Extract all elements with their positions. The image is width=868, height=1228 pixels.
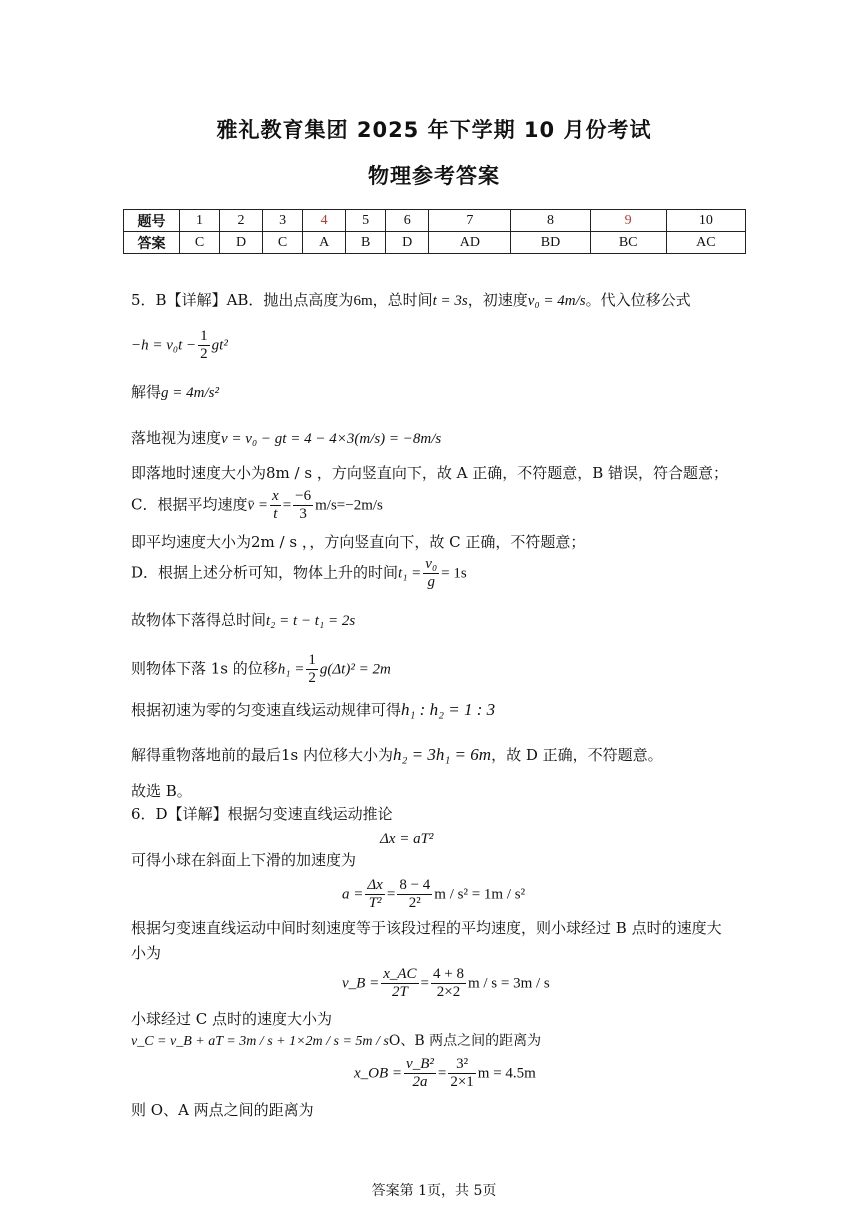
number-cell: 8	[511, 210, 590, 232]
number-cell: 7	[429, 210, 511, 232]
q5-solve-g: 解得g = 4m/s²	[131, 383, 219, 401]
answer-cell: BD	[511, 232, 590, 254]
number-cell: 9	[590, 210, 666, 232]
fraction: $\frac{\text{v₀}}{g}$	[425, 556, 438, 590]
q6-vb-line2: 小为	[131, 944, 162, 962]
fraction: $\frac{\Delta x}{\text{T²}}$	[367, 877, 383, 911]
number-cell: 5	[346, 210, 386, 232]
answer-cell: D	[386, 232, 429, 254]
q5-h1: 则物体下落 1s 的位移h₁ = $\frac{1}{2}$ g(Δt)² = 2m	[131, 652, 391, 686]
number-cell: 6	[386, 210, 429, 232]
fraction: $\frac{1}{2}$	[308, 652, 316, 686]
answer-cell: AC	[666, 232, 745, 254]
q5-intro: 5．B【详解】AB．抛出点高度为6m，总时间t = 3s，初速度v₀ = 4m/s。代入位移公式	[131, 291, 691, 309]
q6-vb-formula: v_B = $\frac{x\_AC}{2T}$ = $\frac{4 + 8}{2\times 2}$ m / s = 3m / s	[342, 966, 550, 1000]
fraction: $\frac{x\_AC}{2T}$	[383, 966, 417, 1000]
q6-oa-line: 则 O、A 两点之间的距离为	[131, 1101, 314, 1119]
number-cell: 1	[180, 210, 220, 232]
fraction: $\frac{-6}{3}$	[295, 488, 312, 522]
q5-displacement-formula: −h = v₀t − $\frac{1}{2}$ gt²	[131, 328, 228, 362]
row-label-number: 题号	[124, 210, 180, 232]
fraction: $\frac{\text{v\_B²}}{2a}$	[406, 1056, 434, 1090]
answer-cell: D	[220, 232, 263, 254]
q5-rise-time: D．根据上述分析可知，物体上升的时间t₁ = $\frac{\text{v₀}}{g}$ = 1s	[131, 556, 467, 590]
q6-vc-line: 小球经过 C 点时的速度大小为	[131, 1010, 333, 1028]
fraction: $\frac{\text{3²}}{2\times 1}$	[450, 1056, 474, 1090]
q5-last-second: 解得重物落地前的最后1s 内位移大小为h₂ = 3h₁ = 6m，故 D 正确，不符题意。	[131, 745, 663, 764]
answer-cell: C	[180, 232, 220, 254]
row-label-answer: 答案	[124, 232, 180, 254]
q6-acc-line: 可得小球在斜面上下滑的加速度为	[131, 851, 357, 869]
q5-avg-line: 即平均速度大小为2m / s ，，方向竖直向下，故 C 正确，不符题意；	[131, 533, 586, 551]
table-row-answers	[124, 232, 746, 254]
q6-xob-formula: x_OB = $\frac{\text{v\_B²}}{2a}$ = $\frac{\text{3²}}{2\times 1}$ m = 4.5m	[354, 1056, 536, 1090]
fraction: $\frac{1}{2}$	[200, 328, 208, 362]
answer-table	[123, 209, 746, 254]
answer-cell: C	[263, 232, 303, 254]
number-cell: 10	[666, 210, 745, 232]
q6-vb-line1: 根据匀变速直线运动中间时刻速度等于该段过程的平均速度，则小球经过 B 点时的速度大	[131, 919, 722, 937]
fraction: $\frac{4 + 8}{2\times 2}$	[433, 966, 464, 1000]
q5-speed-line: 即落地时速度大小为8m / s ，方向竖直向下，故 A 正确，不符题意，B 错误，符合题意；	[131, 464, 728, 482]
page-footer: 答案第 1页，共 5页	[371, 1183, 497, 1199]
q6-vc-formula: v_C = v_B + aT = 3m / s + 1×2m / s = 5m / sO、B 两点之间的距离为	[131, 1033, 542, 1049]
number-cell: 2	[220, 210, 263, 232]
answer-cell: B	[346, 232, 386, 254]
answer-cell: BC	[590, 232, 666, 254]
answer-cell: A	[303, 232, 346, 254]
q6-acc-formula: a = $\frac{\Delta x}{\text{T²}}$ = $\frac{8 - 4}{\text{2²}}$ m / s² = 1m / s²	[342, 877, 526, 911]
q5-fall-time: 故物体下落得总时间t₂ = t − t₁ = 2s	[131, 611, 356, 629]
q5-landing-velocity: 落地视为速度v = v₀ − gt = 4 − 4×3(m/s) = −8m/s	[131, 429, 442, 447]
q5-choose: 故选 B。	[131, 782, 192, 800]
fraction: $\frac{x}{t}$	[272, 488, 279, 522]
number-cell: 3	[263, 210, 303, 232]
q5-avg-velocity: C．根据平均速度v̄ = $\frac{x}{t}$ = $\frac{-6}{3}$ m/s=−2m/s	[131, 488, 383, 522]
fraction: $\frac{8 - 4}{\text{2²}}$	[399, 877, 431, 911]
page-title: 雅礼教育集团 2025 年下学期 10 月份考试	[216, 118, 652, 142]
answer-cell: AD	[429, 232, 511, 254]
q5-ratio: 根据初速为零的匀变速直线运动规律可得h₁ : h₂ = 1 : 3	[131, 700, 496, 719]
page-subtitle: 物理参考答案	[368, 164, 500, 188]
q6-dx-formula: Δx = aT²	[380, 831, 434, 847]
table-row-numbers	[124, 210, 746, 232]
number-cell: 4	[303, 210, 346, 232]
q6-intro: 6．D【详解】根据匀变速直线运动推论	[131, 805, 393, 823]
